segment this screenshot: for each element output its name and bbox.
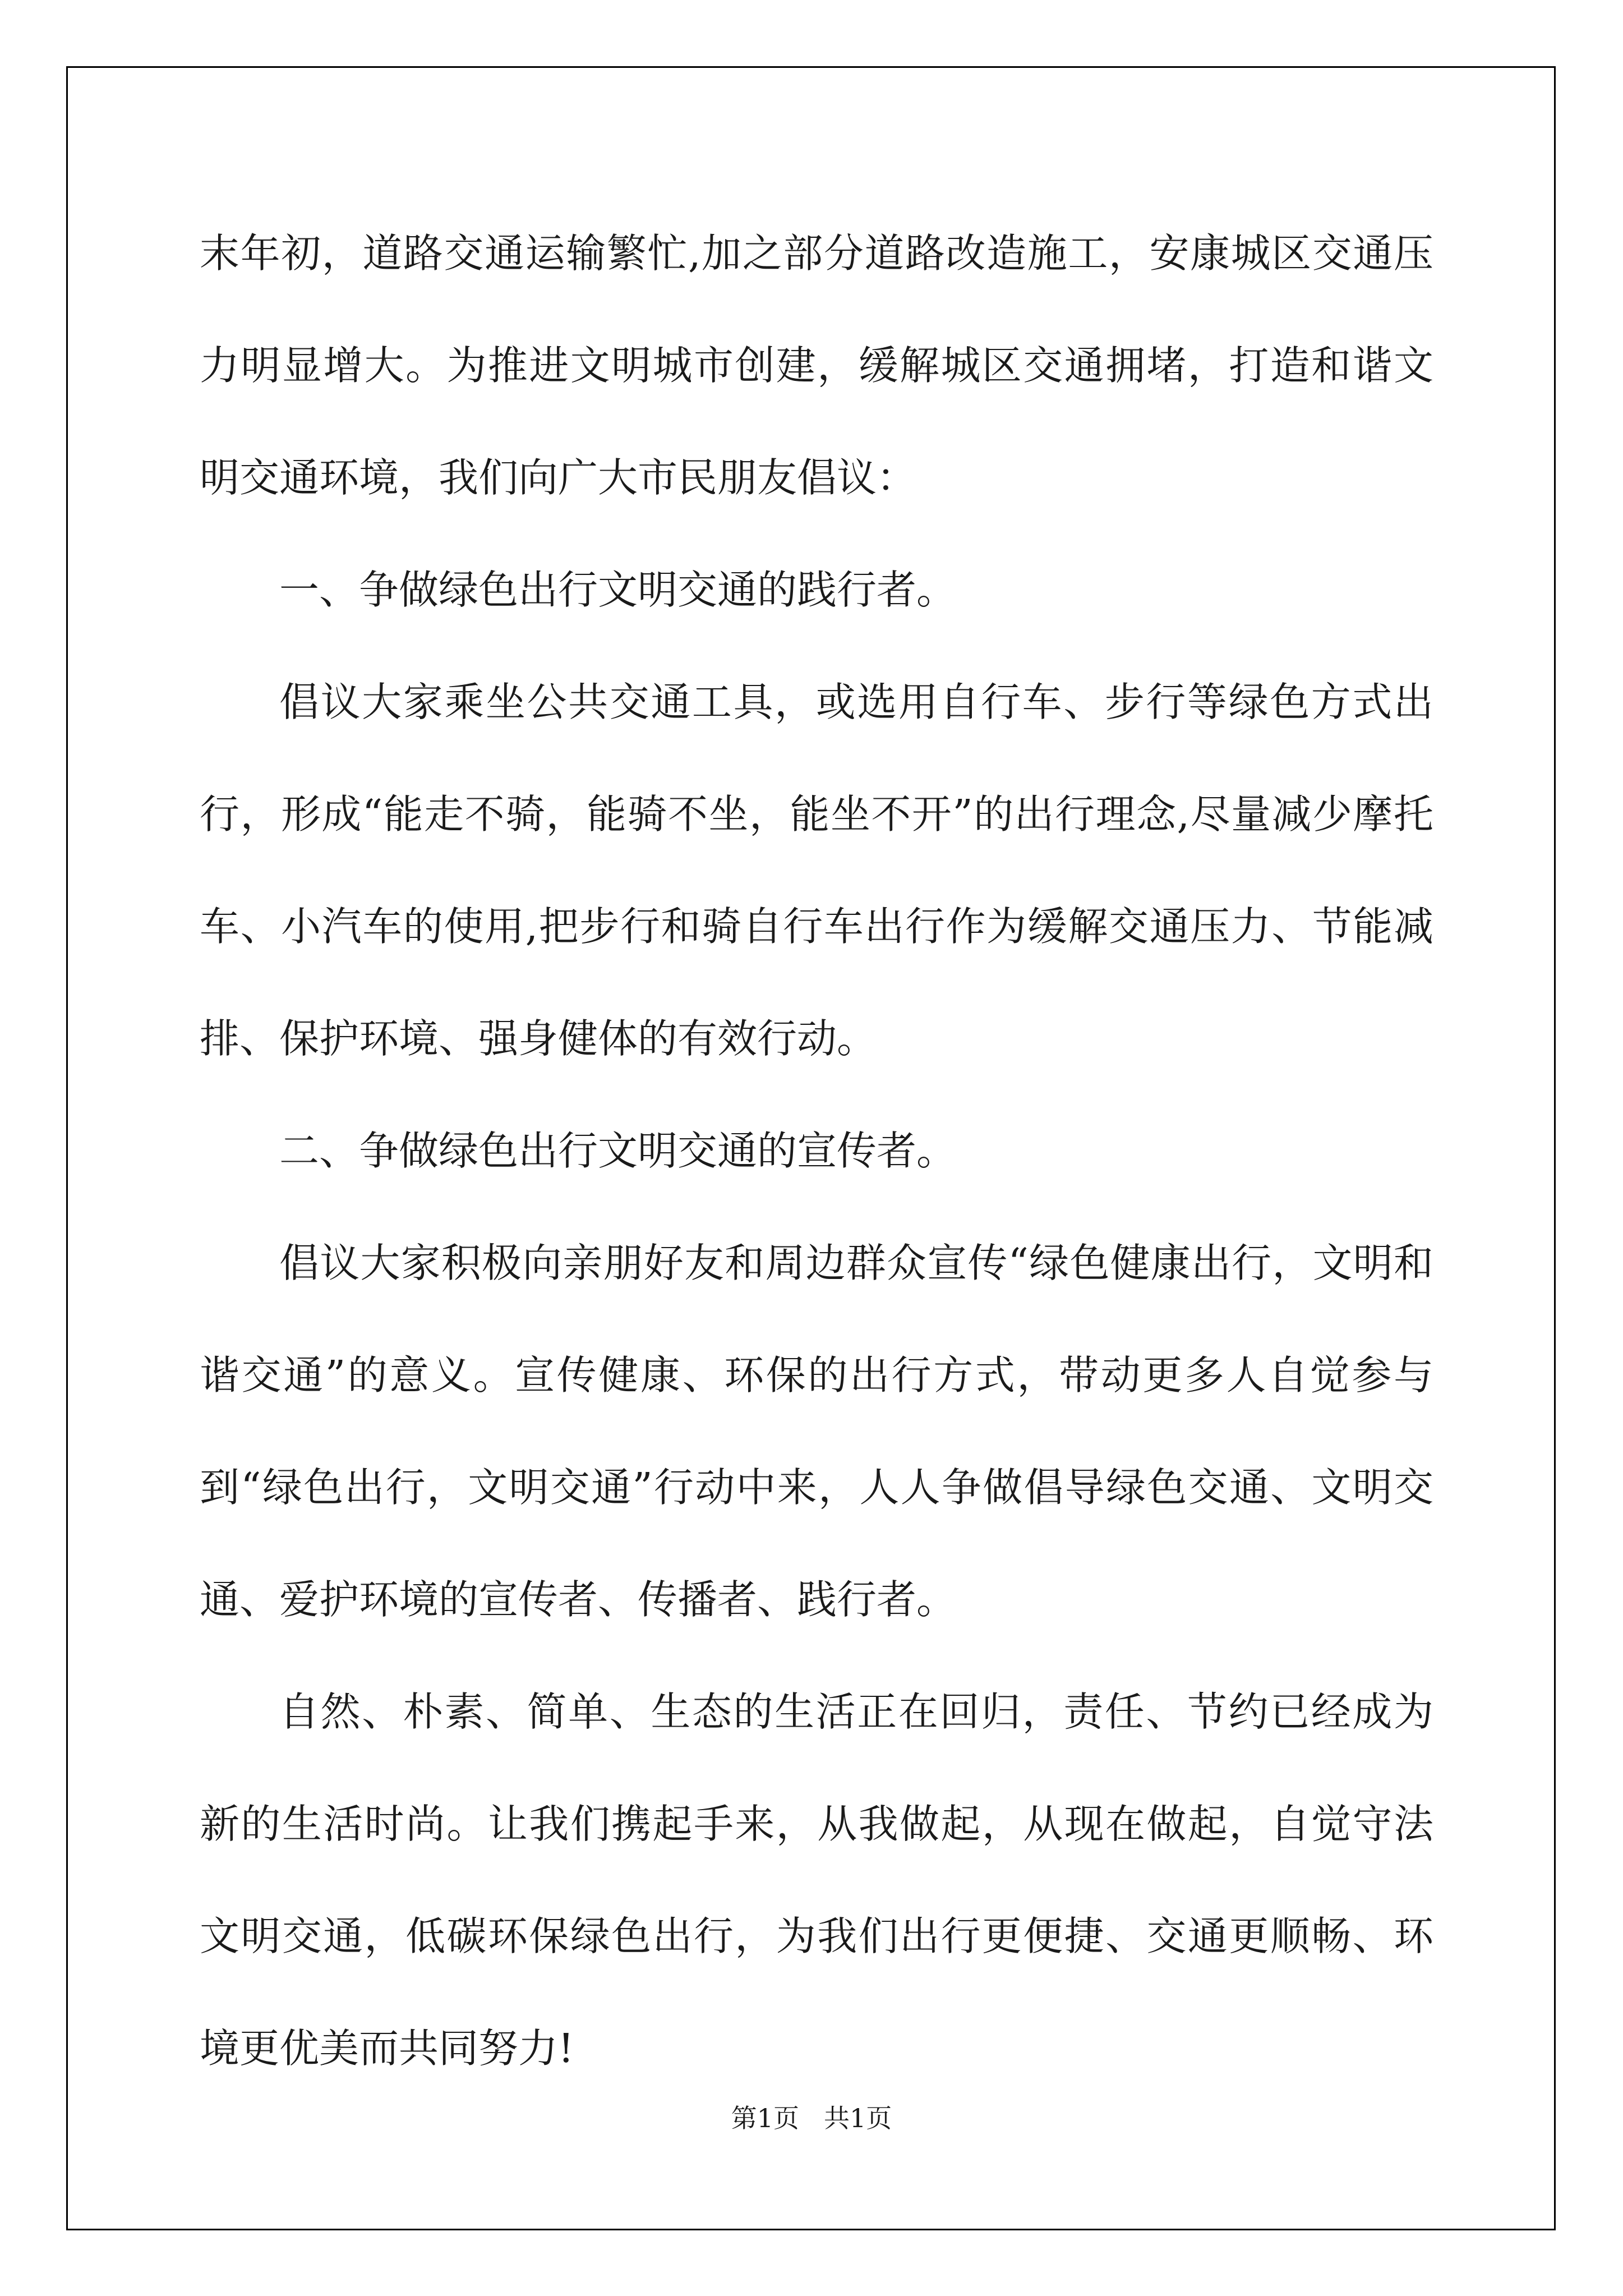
document-body (200, 197, 1433, 2105)
section-heading-2: 二、争做绿色出行文明交通的宣传者。 (279, 1128, 957, 1174)
page-footer (0, 2098, 1623, 2135)
section-heading-1: 一、争做绿色出行文明交通的践行者。 (279, 567, 957, 613)
paragraph-promotion: 倡议大家积极向亲朋好友和周边群众宣传“绿色健康出行，文明和谐交通”的意义。宣传健康、环保的出行方式，带动更多人自觉参与到“绿色出行，文明交通”行动中来，人人争做倡导绿色交通、文明交通、爱护环境的宣传者、传播者、践行者。 (200, 1240, 1433, 1623)
page-number: 第1页 (731, 2103, 800, 2133)
paragraph-green-travel: 倡议大家乘坐公共交通工具，或选用自行车、步行等绿色方式出行，形成“能走不骑，能骑不坐，能坐不开”的出行理念,尽量减少摩托车、小汽车的使用,把步行和骑自行车出行作为缓解交通压力、节能减排、保护环境、强身健体的有效行动。 (200, 679, 1433, 1062)
paragraph-intro: 末年初，道路交通运输繁忙,加之部分道路改造施工，安康城区交通压力明显增大。为推进文明城市创建，缓解城区交通拥堵，打造和谐文明交通环境，我们向广大市民朋友倡议： (200, 230, 1433, 501)
page-total: 共1页 (823, 2103, 892, 2133)
paragraph-closing: 自然、朴素、简单、生态的生活正在回归，责任、节约已经成为新的生活时尚。让我们携起手来，从我做起，从现在做起，自觉守法文明交通，低碳环保绿色出行，为我们出行更便捷、交通更顺畅、环境更优美而共同努力! (200, 1688, 1433, 2072)
